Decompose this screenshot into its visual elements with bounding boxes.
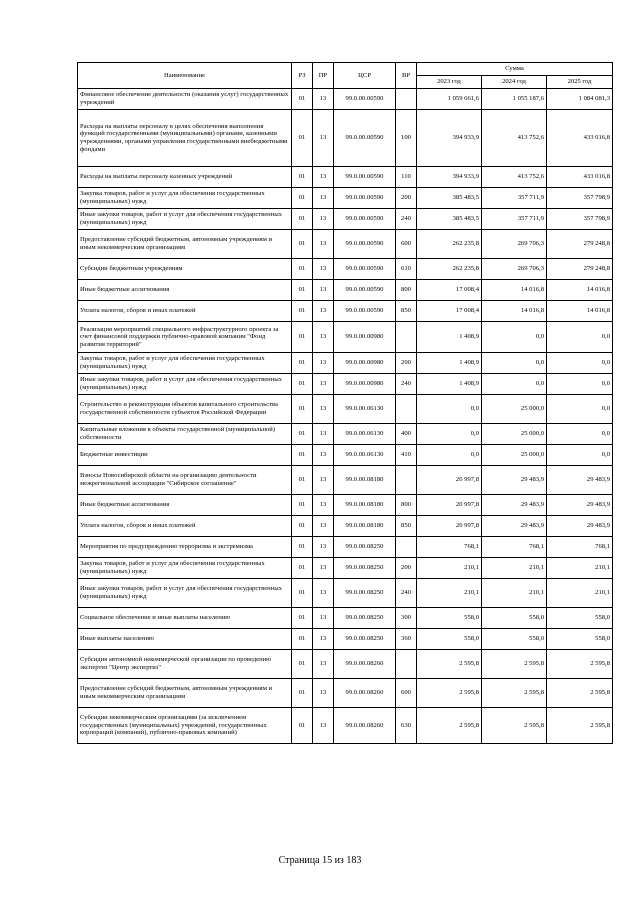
header-rz: РЗ (292, 63, 313, 89)
table-cell-csr: 99.0.00.06130 (334, 445, 396, 466)
table-cell-name: Предоставление субсидий бюджетным, автономным учреждениям и иным некоммерческим организациям (78, 230, 292, 259)
table-cell-vr: 200 (396, 353, 417, 374)
table-cell-pr: 13 (313, 708, 334, 744)
table-cell-rz: 01 (292, 374, 313, 395)
table-cell-rz: 01 (292, 322, 313, 353)
table-cell-2023: 1 059 661,6 (417, 89, 482, 110)
table-cell-name: Строительство и реконструкция объектов капитального строительства государственной собственности субъектов Российской Федерации (78, 395, 292, 424)
table-cell-pr: 13 (313, 558, 334, 579)
table-cell-2025: 29 483,9 (547, 466, 613, 495)
table-row (78, 495, 613, 516)
table-row (78, 110, 613, 167)
table-cell-pr: 13 (313, 516, 334, 537)
table-cell-name: Иные бюджетные ассигнования (78, 280, 292, 301)
table-cell-name: Закупка товаров, работ и услуг для обеспечения государственных (муниципальных) нужд (78, 353, 292, 374)
table-cell-csr: 99.0.00.00590 (334, 167, 396, 188)
table-cell-name: Предоставление субсидий бюджетным, автономным учреждениям и иным некоммерческим организациям (78, 679, 292, 708)
table-cell-2023: 2 595,8 (417, 650, 482, 679)
table-row (78, 259, 613, 280)
table-cell-2023: 385 483,5 (417, 188, 482, 209)
table-cell-vr: 600 (396, 230, 417, 259)
table-row (78, 537, 613, 558)
table-cell-2025: 210,1 (547, 558, 613, 579)
table-cell-2024: 558,0 (482, 629, 547, 650)
table-cell-2023: 17 008,4 (417, 280, 482, 301)
table-cell-pr: 13 (313, 679, 334, 708)
table-cell-2025: 433 016,8 (547, 110, 613, 167)
table-cell-csr: 99.0.00.00980 (334, 374, 396, 395)
table-row (78, 650, 613, 679)
table-cell-2024: 413 752,6 (482, 110, 547, 167)
table-cell-2023: 17 008,4 (417, 301, 482, 322)
table-cell-2024: 2 595,8 (482, 679, 547, 708)
table-cell-rz: 01 (292, 558, 313, 579)
table-cell-2025: 210,1 (547, 579, 613, 608)
table-cell-name: Иные закупки товаров, работ и услуг для обеспечения государственных (муниципальных) нужд (78, 374, 292, 395)
table-cell-name: Уплата налогов, сборов и иных платежей (78, 301, 292, 322)
table-cell-pr: 13 (313, 209, 334, 230)
table-cell-2023: 20 997,8 (417, 495, 482, 516)
table-cell-rz: 01 (292, 188, 313, 209)
table-row (78, 374, 613, 395)
table-cell-csr: 99.0.00.08250 (334, 579, 396, 608)
table-cell-rz: 01 (292, 395, 313, 424)
table-cell-vr: 240 (396, 209, 417, 230)
table-cell-rz: 01 (292, 209, 313, 230)
table-cell-2025: 357 798,9 (547, 188, 613, 209)
table-row (78, 395, 613, 424)
table-cell-rz: 01 (292, 424, 313, 445)
table-cell-rz: 01 (292, 167, 313, 188)
table-cell-2024: 768,1 (482, 537, 547, 558)
table-cell-2025: 0,0 (547, 353, 613, 374)
table-row (78, 301, 613, 322)
table-cell-2024: 558,0 (482, 608, 547, 629)
table-cell-2023: 1 408,9 (417, 353, 482, 374)
table-cell-vr: 610 (396, 259, 417, 280)
table-cell-rz: 01 (292, 650, 313, 679)
table-row (78, 424, 613, 445)
table-cell-2023: 1 408,9 (417, 322, 482, 353)
table-row (78, 209, 613, 230)
header-csr: ЦСР (334, 63, 396, 89)
table-cell-pr: 13 (313, 466, 334, 495)
table-cell-pr: 13 (313, 629, 334, 650)
table-cell-2024: 210,1 (482, 558, 547, 579)
table-cell-vr: 800 (396, 495, 417, 516)
table-cell-2023: 385 483,5 (417, 209, 482, 230)
table-cell-pr: 13 (313, 301, 334, 322)
table-cell-2024: 0,0 (482, 322, 547, 353)
table-cell-pr: 13 (313, 424, 334, 445)
table-cell-csr: 99.0.00.08260 (334, 650, 396, 679)
table-cell-vr: 850 (396, 301, 417, 322)
table-cell-csr: 99.0.00.00590 (334, 110, 396, 167)
table-row (78, 353, 613, 374)
table-cell-csr: 99.0.00.00980 (334, 353, 396, 374)
table-cell-csr: 99.0.00.00590 (334, 280, 396, 301)
table-cell-csr: 99.0.00.08250 (334, 558, 396, 579)
table-cell-csr: 99.0.00.08260 (334, 708, 396, 744)
table-row (78, 708, 613, 744)
table-cell-vr: 360 (396, 629, 417, 650)
table-cell-rz: 01 (292, 516, 313, 537)
table-row (78, 322, 613, 353)
table-cell-2025: 29 483,9 (547, 516, 613, 537)
table-cell-csr: 99.0.00.08180 (334, 495, 396, 516)
table-cell-pr: 13 (313, 188, 334, 209)
table-cell-pr: 13 (313, 395, 334, 424)
header-pr: ПР (313, 63, 334, 89)
table-cell-csr: 99.0.00.06130 (334, 424, 396, 445)
table-cell-pr: 13 (313, 608, 334, 629)
table-cell-2025: 0,0 (547, 322, 613, 353)
table-cell-name: Капитальные вложения в объекты государственной (муниципальной) собственности (78, 424, 292, 445)
table-cell-2023: 0,0 (417, 395, 482, 424)
table-cell-pr: 13 (313, 495, 334, 516)
table-cell-2025: 768,1 (547, 537, 613, 558)
table-cell-name: Финансовое обеспечение деятельности (оказания услуг) государственных учреждений (78, 89, 292, 110)
table-cell-pr: 13 (313, 89, 334, 110)
table-cell-csr: 99.0.00.00980 (334, 322, 396, 353)
table-row (78, 280, 613, 301)
header-year-2025: 2025 год (547, 76, 613, 89)
table-cell-2023: 0,0 (417, 424, 482, 445)
header-year-2024: 2024 год (482, 76, 547, 89)
table-cell-rz: 01 (292, 89, 313, 110)
table-cell-2024: 29 483,9 (482, 516, 547, 537)
table-cell-rz: 01 (292, 608, 313, 629)
table-cell-2024: 0,0 (482, 374, 547, 395)
table-cell-2024: 2 595,8 (482, 650, 547, 679)
table-cell-csr: 99.0.00.00590 (334, 230, 396, 259)
table-cell-2024: 269 706,3 (482, 259, 547, 280)
header-name: Наименование (78, 63, 292, 89)
table-row (78, 466, 613, 495)
table-cell-rz: 01 (292, 259, 313, 280)
table-row (78, 629, 613, 650)
table-cell-name: Закупка товаров, работ и услуг для обеспечения государственных (муниципальных) нужд (78, 188, 292, 209)
table-cell-2025: 2 595,8 (547, 708, 613, 744)
table-row (78, 608, 613, 629)
table-cell-2025: 0,0 (547, 395, 613, 424)
table-cell-vr: 400 (396, 424, 417, 445)
table-cell-name: Мероприятия по предупреждению терроризма и экстремизма (78, 537, 292, 558)
header-sum: Сумма (417, 63, 613, 76)
table-cell-2024: 413 752,6 (482, 167, 547, 188)
table-cell-2024: 210,1 (482, 579, 547, 608)
table-cell-2023: 2 595,8 (417, 708, 482, 744)
budget-table (77, 62, 613, 744)
table-cell-csr: 99.0.00.08180 (334, 516, 396, 537)
table-cell-rz: 01 (292, 301, 313, 322)
table-cell-2025: 433 016,8 (547, 167, 613, 188)
table-row (78, 188, 613, 209)
table-cell-2023: 262 235,8 (417, 259, 482, 280)
table-cell-csr: 99.0.00.08260 (334, 679, 396, 708)
table-cell-name: Реализация мероприятий специального инфраструктурного проекта за счет финансовой поддержки публично-правовой компании "Фонд развития территорий" (78, 322, 292, 353)
table-row (78, 579, 613, 608)
table-cell-pr: 13 (313, 374, 334, 395)
table-cell-csr: 99.0.00.08250 (334, 608, 396, 629)
table-cell-pr: 13 (313, 110, 334, 167)
table-cell-2025: 558,0 (547, 629, 613, 650)
table-cell-2025: 1 084 081,3 (547, 89, 613, 110)
table-cell-2024: 29 483,9 (482, 495, 547, 516)
table-row (78, 167, 613, 188)
table-cell-rz: 01 (292, 495, 313, 516)
table-cell-vr (396, 537, 417, 558)
table-cell-2023: 768,1 (417, 537, 482, 558)
table-cell-2025: 558,0 (547, 608, 613, 629)
table-cell-name: Расходы на выплаты персоналу казенных учреждений (78, 167, 292, 188)
table-cell-rz: 01 (292, 466, 313, 495)
table-cell-2023: 394 933,9 (417, 110, 482, 167)
table-cell-pr: 13 (313, 167, 334, 188)
table-cell-vr (396, 89, 417, 110)
table-cell-2024: 29 483,9 (482, 466, 547, 495)
table-cell-vr: 300 (396, 608, 417, 629)
table-cell-vr: 850 (396, 516, 417, 537)
table-cell-csr: 99.0.00.08180 (334, 466, 396, 495)
table-cell-2023: 558,0 (417, 629, 482, 650)
table-cell-2024: 357 711,9 (482, 188, 547, 209)
table-cell-csr: 99.0.00.00590 (334, 301, 396, 322)
table-cell-rz: 01 (292, 353, 313, 374)
table-cell-2023: 262 235,8 (417, 230, 482, 259)
table-cell-2025: 29 483,9 (547, 495, 613, 516)
table-cell-rz: 01 (292, 280, 313, 301)
table-cell-vr: 600 (396, 679, 417, 708)
table-cell-vr (396, 395, 417, 424)
table-cell-2024: 25 000,0 (482, 424, 547, 445)
table-cell-vr: 100 (396, 110, 417, 167)
table-cell-rz: 01 (292, 537, 313, 558)
table-cell-rz: 01 (292, 110, 313, 167)
table-cell-name: Социальное обеспечение и иные выплаты населению (78, 608, 292, 629)
table-cell-vr (396, 466, 417, 495)
table-cell-pr: 13 (313, 579, 334, 608)
table-row (78, 89, 613, 110)
table-cell-name: Иные закупки товаров, работ и услуг для обеспечения государственных (муниципальных) нужд (78, 209, 292, 230)
table-cell-pr: 13 (313, 650, 334, 679)
table-cell-2025: 2 595,8 (547, 650, 613, 679)
table-cell-vr: 410 (396, 445, 417, 466)
table-cell-name: Иные закупки товаров, работ и услуг для обеспечения государственных (муниципальных) нужд (78, 579, 292, 608)
table-cell-2025: 0,0 (547, 424, 613, 445)
table-cell-2025: 14 016,8 (547, 301, 613, 322)
table-cell-rz: 01 (292, 708, 313, 744)
table-cell-2023: 558,0 (417, 608, 482, 629)
table-cell-vr (396, 322, 417, 353)
table-cell-2024: 1 055 187,6 (482, 89, 547, 110)
table-row (78, 516, 613, 537)
table-cell-csr: 99.0.00.06130 (334, 395, 396, 424)
table-cell-2025: 14 016,8 (547, 280, 613, 301)
table-cell-rz: 01 (292, 679, 313, 708)
table-cell-2023: 210,1 (417, 579, 482, 608)
table-cell-2025: 0,0 (547, 374, 613, 395)
table-cell-name: Субсидия автономной некоммерческой организации по проведению экспертиз "Центр экспертиз" (78, 650, 292, 679)
header-year-2023: 2023 год (417, 76, 482, 89)
table-cell-vr: 200 (396, 188, 417, 209)
table-cell-vr: 110 (396, 167, 417, 188)
table-cell-2023: 20 997,8 (417, 466, 482, 495)
table-body (78, 89, 613, 744)
table-cell-2024: 2 595,8 (482, 708, 547, 744)
table-cell-2023: 20 997,8 (417, 516, 482, 537)
table-cell-pr: 13 (313, 322, 334, 353)
table-cell-2024: 25 000,0 (482, 445, 547, 466)
table-cell-2023: 0,0 (417, 445, 482, 466)
table-cell-2025: 2 595,8 (547, 679, 613, 708)
table-cell-rz: 01 (292, 629, 313, 650)
table-cell-2024: 269 706,3 (482, 230, 547, 259)
table-cell-pr: 13 (313, 259, 334, 280)
table-cell-2024: 357 711,9 (482, 209, 547, 230)
table-cell-vr: 800 (396, 280, 417, 301)
table-cell-csr: 99.0.00.08250 (334, 629, 396, 650)
table-row (78, 558, 613, 579)
table-cell-name: Уплата налогов, сборов и иных платежей (78, 516, 292, 537)
page-number: Страница 15 из 183 (278, 855, 362, 866)
table-cell-rz: 01 (292, 579, 313, 608)
table-cell-2023: 1 408,9 (417, 374, 482, 395)
table-cell-csr: 99.0.00.08250 (334, 537, 396, 558)
table-cell-2025: 279 248,8 (547, 230, 613, 259)
table-cell-pr: 13 (313, 280, 334, 301)
table-cell-vr (396, 650, 417, 679)
table-row (78, 230, 613, 259)
table-cell-2024: 0,0 (482, 353, 547, 374)
table-cell-pr: 13 (313, 353, 334, 374)
table-cell-csr: 99.0.00.00590 (334, 188, 396, 209)
table-cell-2025: 279 248,8 (547, 259, 613, 280)
table-cell-2024: 14 016,8 (482, 301, 547, 322)
table-cell-csr: 99.0.00.00590 (334, 259, 396, 280)
table-cell-2025: 357 798,9 (547, 209, 613, 230)
table-row (78, 679, 613, 708)
table-cell-pr: 13 (313, 445, 334, 466)
table-cell-pr: 13 (313, 537, 334, 558)
table-cell-name: Субсидии некоммерческим организациям (за исключением государственных (муниципальных) учреждений, государственных корпораций (компаний), публично-правовых компаний) (78, 708, 292, 744)
table-cell-name: Субсидии бюджетным учреждениям (78, 259, 292, 280)
header-vr: ВР (396, 63, 417, 89)
table-cell-csr: 99.0.00.00590 (334, 209, 396, 230)
table-cell-pr: 13 (313, 230, 334, 259)
table-cell-csr: 99.0.00.00590 (334, 89, 396, 110)
table-cell-rz: 01 (292, 445, 313, 466)
table-cell-name: Иные выплаты населению (78, 629, 292, 650)
table-cell-2023: 2 595,8 (417, 679, 482, 708)
table-cell-2023: 394 933,9 (417, 167, 482, 188)
table-cell-name: Расходы на выплаты персоналу в целях обеспечения выполнения функций государственными (муниципальными) органами, казенными учреждениями, органами управления государственными внебюджетными фондами (78, 110, 292, 167)
table-cell-vr: 240 (396, 374, 417, 395)
table-cell-name: Иные бюджетные ассигнования (78, 495, 292, 516)
table-cell-vr: 200 (396, 558, 417, 579)
table-row (78, 445, 613, 466)
table-cell-2024: 14 016,8 (482, 280, 547, 301)
table-cell-vr: 240 (396, 579, 417, 608)
table-cell-rz: 01 (292, 230, 313, 259)
table-cell-name: Бюджетные инвестиции (78, 445, 292, 466)
table-cell-name: Закупка товаров, работ и услуг для обеспечения государственных (муниципальных) нужд (78, 558, 292, 579)
table-cell-2024: 25 000,0 (482, 395, 547, 424)
table-cell-vr: 630 (396, 708, 417, 744)
table-cell-name: Взносы Новосибирской области на организацию деятельности межрегиональной ассоциации "Сибирское соглашение" (78, 466, 292, 495)
table-cell-2025: 0,0 (547, 445, 613, 466)
table-cell-2023: 210,1 (417, 558, 482, 579)
